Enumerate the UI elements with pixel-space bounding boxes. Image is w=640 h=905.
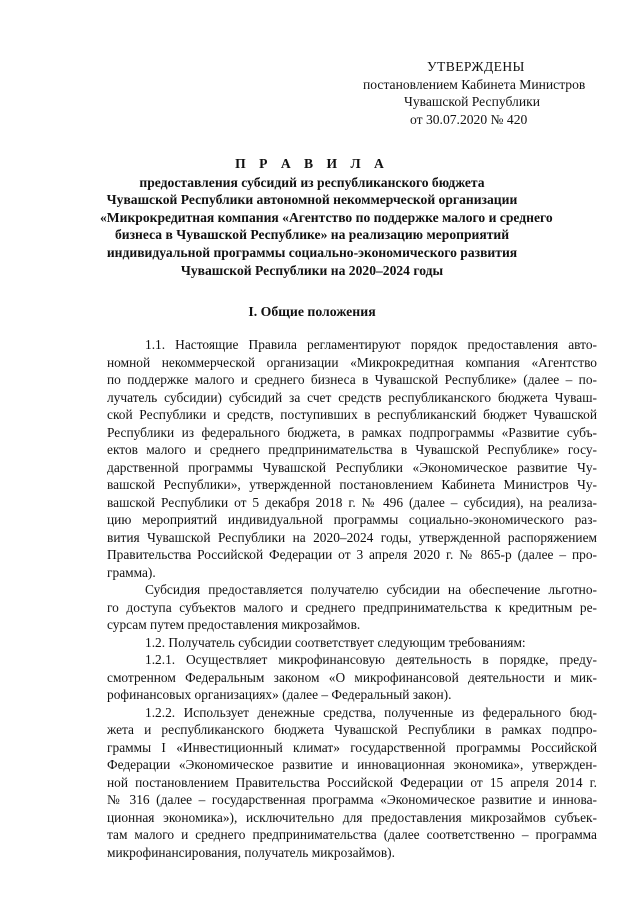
section-heading: I. Общие положения xyxy=(248,304,376,319)
text-line: Субсидия предоставляется получателю субсидии на обеспечение льготно- xyxy=(145,582,597,597)
text-line: смотренном Федеральным законом «О микрофинансовой деятельности и мик- xyxy=(107,669,597,685)
text-line: грамма). xyxy=(107,564,156,580)
text-line: лучатель субсидии) субсидий за счет средств республиканского бюджета Чуваш- xyxy=(107,389,597,405)
text-line: ектов малого и среднего предпринимательства в Чувашской Республике» госу- xyxy=(107,442,597,457)
title-line: бизнеса в Чувашской Республике» на реализацию мероприятий xyxy=(114,227,510,243)
title-line: «Микрокредитная компания «Агентство по поддержке малого и среднего xyxy=(100,209,553,225)
text-line: ной постановлением Правительства Российской Федерации от 15 апреля 2014 г. xyxy=(107,774,597,790)
text-line: Правительства Российской Федерации от 3 апреля 2020 г. № 865-р (далее – про- xyxy=(107,547,597,562)
approval-date-number: от 30.07.2020 № 420 xyxy=(410,111,528,127)
text-line: микрофинансирования, получатель микрозаймов). xyxy=(107,844,395,860)
text-line: 1.2.2. Использует денежные средства, полученные из федерального бюд- xyxy=(145,704,597,720)
text-line: 1.1. Настоящие Правила регламентируют порядок предоставления авто- xyxy=(145,337,597,352)
document-title xyxy=(100,155,553,279)
text-line: жета и республиканского бюджета Чувашской Республики в рамках подпро- xyxy=(107,722,597,737)
approval-line: Чувашской Республики xyxy=(404,94,540,109)
approval-title: УТВЕРЖДЕНЫ xyxy=(427,59,525,74)
text-line: по поддержке малого и среднего бизнеса в Чувашской Республике» (далее – по- xyxy=(107,372,597,387)
text-line: 1.2.1. Осуществляет микрофинансовую деятельность в порядке, преду- xyxy=(145,652,597,667)
paragraph-subsidy xyxy=(107,581,597,634)
text-line: го доступа субъектов малого и среднего предпринимательства к кредитным ре- xyxy=(107,599,597,615)
text-line: ской Республики и средств, поступивших в республиканский бюджет Чувашской xyxy=(107,407,597,422)
text-line: рофинансовых организациях» (далее – Федеральный закон). xyxy=(107,687,452,702)
approval-line: постановлением Кабинета Министров xyxy=(363,76,586,92)
text-line: Федерации «Экономическое развитие и инновационная экономика», утвержден- xyxy=(107,757,597,772)
text-line: № 316 (далее – государственная программа «Экономическое развитие и иннова- xyxy=(107,792,597,807)
paragraph-1-2-1 xyxy=(107,651,597,704)
text-line: номной некоммерческой организации «Микрокредитная компания «Агентство xyxy=(107,354,597,370)
text-line: цию мероприятий индивидуальной программы социально-экономического раз- xyxy=(107,512,597,527)
text-line: дарственной программы Чувашской Республики «Экономическое развитие Чу- xyxy=(107,459,597,475)
text-line: Республики из федерального бюджета, в рамках подпрограммы «Развитие субъ- xyxy=(107,424,597,440)
text-line: вашской Республики от 5 декабря 2018 г. № 496 (далее – субсидия), на реализа- xyxy=(107,494,597,510)
approval-stamp xyxy=(352,58,612,128)
title-line: предоставления субсидий из республиканского бюджета xyxy=(139,174,485,190)
title-line: Чувашской Республики на 2020–2024 годы xyxy=(180,262,444,278)
document-body xyxy=(107,336,597,861)
text-line: вития Чувашской Республики на 2020–2024 годы, утвержденной распоряжением xyxy=(107,529,597,545)
title-line: Чувашской Республики автономной некоммерческой организации xyxy=(106,192,518,208)
document-heading: П Р А В И Л А xyxy=(235,156,389,171)
text-line: сурсам путем предоставления микрозаймов. xyxy=(107,617,361,632)
title-line: индивидуальной программы социально-экономического развития xyxy=(106,244,518,260)
paragraph-1-1 xyxy=(107,336,597,581)
text-line: вашской Республики», утвержденной постановлением Кабинета Министров Чу- xyxy=(107,477,597,492)
paragraph-1-2 xyxy=(107,634,597,652)
text-line: ционная экономика»), исключительно для предоставления микрозаймов субъек- xyxy=(107,809,597,825)
text-line: граммы I «Инвестиционный климат» государственной программы Российской xyxy=(107,739,597,755)
text-line: там малого и среднего предпринимательства (далее соответственно – программа xyxy=(107,827,597,842)
text-line: 1.2. Получатель субсидии соответствует следующим требованиям: xyxy=(145,634,526,650)
paragraph-1-2-2 xyxy=(107,704,597,862)
